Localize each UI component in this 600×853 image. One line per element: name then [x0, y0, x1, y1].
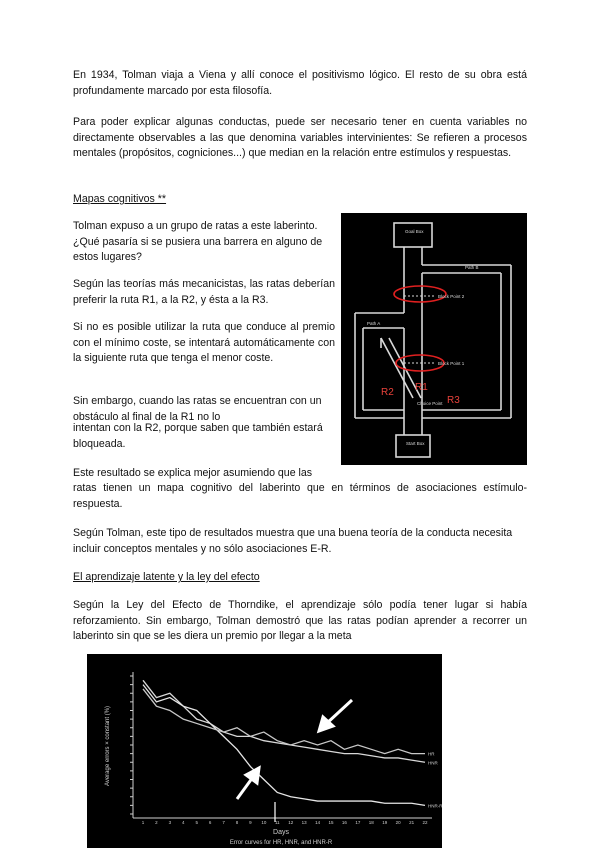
mechanistic-paragraph: Según las teorías más mecanicistas, las ratas deberían preferir la ruta R1, a la R2, y ésta a la R3.: [73, 278, 335, 306]
cost-paragraph: Si no es posible utilizar la ruta que conduce al premio con el mínimo coste, se intentará automáticamente con la siguiente ruta que tenga el menor coste.: [73, 321, 335, 364]
obstacle-paragraph-b: intentan con la R2, porque saben que también estará bloqueada.: [73, 422, 323, 450]
x-tick-label: 1: [141, 820, 145, 825]
tolman-theory-paragraph: Según Tolman, este tipo de resultados muestra que una buena teoría de la conducta necesita incluir conceptos mentales y no sólo asociaciones E-R.: [73, 527, 513, 555]
start-box: [396, 435, 430, 457]
error-curves-chart: [87, 654, 442, 848]
x-tick-label: 5: [195, 820, 198, 825]
x-axis-label: Days: [273, 829, 289, 836]
x-tick-label: 12: [288, 820, 294, 825]
x-tick-label: 19: [382, 820, 388, 825]
intro-paragraph: En 1934, Tolman viaja a Viena y allí conoce el positivismo lógico. El resto de su obra está profundamente marcado por esta filosofía.: [73, 69, 527, 97]
x-tick-label: 20: [395, 820, 401, 825]
x-tick-label: 18: [368, 820, 374, 825]
section-heading-mapas: Mapas cognitivos **: [73, 193, 167, 205]
choice-point-label: Choice Point: [417, 401, 443, 406]
x-tick-label: 9: [249, 820, 252, 825]
x-tick-label: 21: [409, 820, 415, 825]
x-tick-label: 17: [355, 820, 361, 825]
goal-box-label: Goal Box: [405, 229, 424, 234]
series-line-hnr-r: [143, 685, 425, 806]
x-tick-label: 3: [168, 820, 172, 825]
start-box-label: Start Box: [406, 441, 425, 446]
route-r3-label: R3: [447, 395, 460, 406]
thorndike-paragraph: Según la Ley del Efecto de Thorndike, el aprendizaje sólo podía tener lugar si había reforzamiento. Sin embargo, Tolman demostró que las ratas podían aprender a recorrer un laberinto sin que se les diera un premio por llegar a la meta: [73, 599, 527, 642]
chart-caption: Error curves for HR, HNR, and HNR-R: [229, 840, 333, 846]
x-tick-label: 2: [155, 820, 158, 825]
block-point-2-label: Block Point 2: [438, 294, 465, 299]
route-r1-label: R1: [415, 382, 428, 393]
x-tick-label: 13: [301, 820, 307, 825]
series-label-hnr: HNR: [428, 760, 438, 766]
arrow-hr-line: [326, 700, 352, 724]
maze-intro-paragraph: Tolman expuso a un grupo de ratas a este laberinto. ¿Qué pasaría si se pusiera una barrera en alguno de estos lugares?: [73, 220, 323, 263]
x-tick-label: 22: [422, 820, 428, 825]
result-paragraph-start: Este resultado se explica mejor asumiendo que las: [73, 467, 313, 479]
section-heading-aprendizaje: El aprendizaje latente y la ley del efecto: [73, 571, 260, 583]
x-tick-label: 4: [182, 820, 185, 825]
series-label-hnr-r: HNR-R: [428, 803, 442, 809]
x-tick-label: 7: [222, 820, 225, 825]
maze-figure: [341, 213, 527, 465]
result-paragraph-end: ratas tienen un mapa cognitivo del laberinto que en términos de asociaciones estímulo-respuesta.: [73, 482, 527, 510]
arrow-hnr-r-line: [237, 777, 253, 799]
x-tick-label: 8: [235, 820, 239, 825]
goal-box: [394, 223, 432, 247]
variables-paragraph: Para poder explicar algunas conductas, puede ser necesario tener en cuenta variables no directamente observables a las que denomina variables intervinientes: Se refieren a procesos mentales (propósitos, cogniciones...) que median en la relación entre estímulos y respuestas.: [73, 116, 527, 159]
path-a-label: Path A: [367, 321, 381, 326]
arrow-hnr-r-head: [246, 768, 259, 783]
x-tick-label: 14: [315, 820, 321, 825]
series-label-hr: HR: [428, 751, 435, 757]
x-tick-label: 11: [274, 820, 280, 825]
x-tick-label: 16: [341, 820, 347, 825]
x-tick-label: 6: [208, 820, 212, 825]
route-r2-label: R2: [381, 387, 394, 398]
obstacle-paragraph-a: Sin embargo, cuando las ratas se encuentran con un obstáculo al final de la R1 no lo: [73, 395, 322, 423]
x-tick-label: 15: [328, 820, 334, 825]
block-point-1-label: Block Point 1: [438, 361, 465, 366]
series-line-hnr: [143, 680, 425, 762]
y-axis-label: Average errors × constant (%): [105, 705, 111, 787]
path-b-label: Path B: [465, 265, 479, 270]
x-tick-label: 10: [261, 820, 267, 825]
